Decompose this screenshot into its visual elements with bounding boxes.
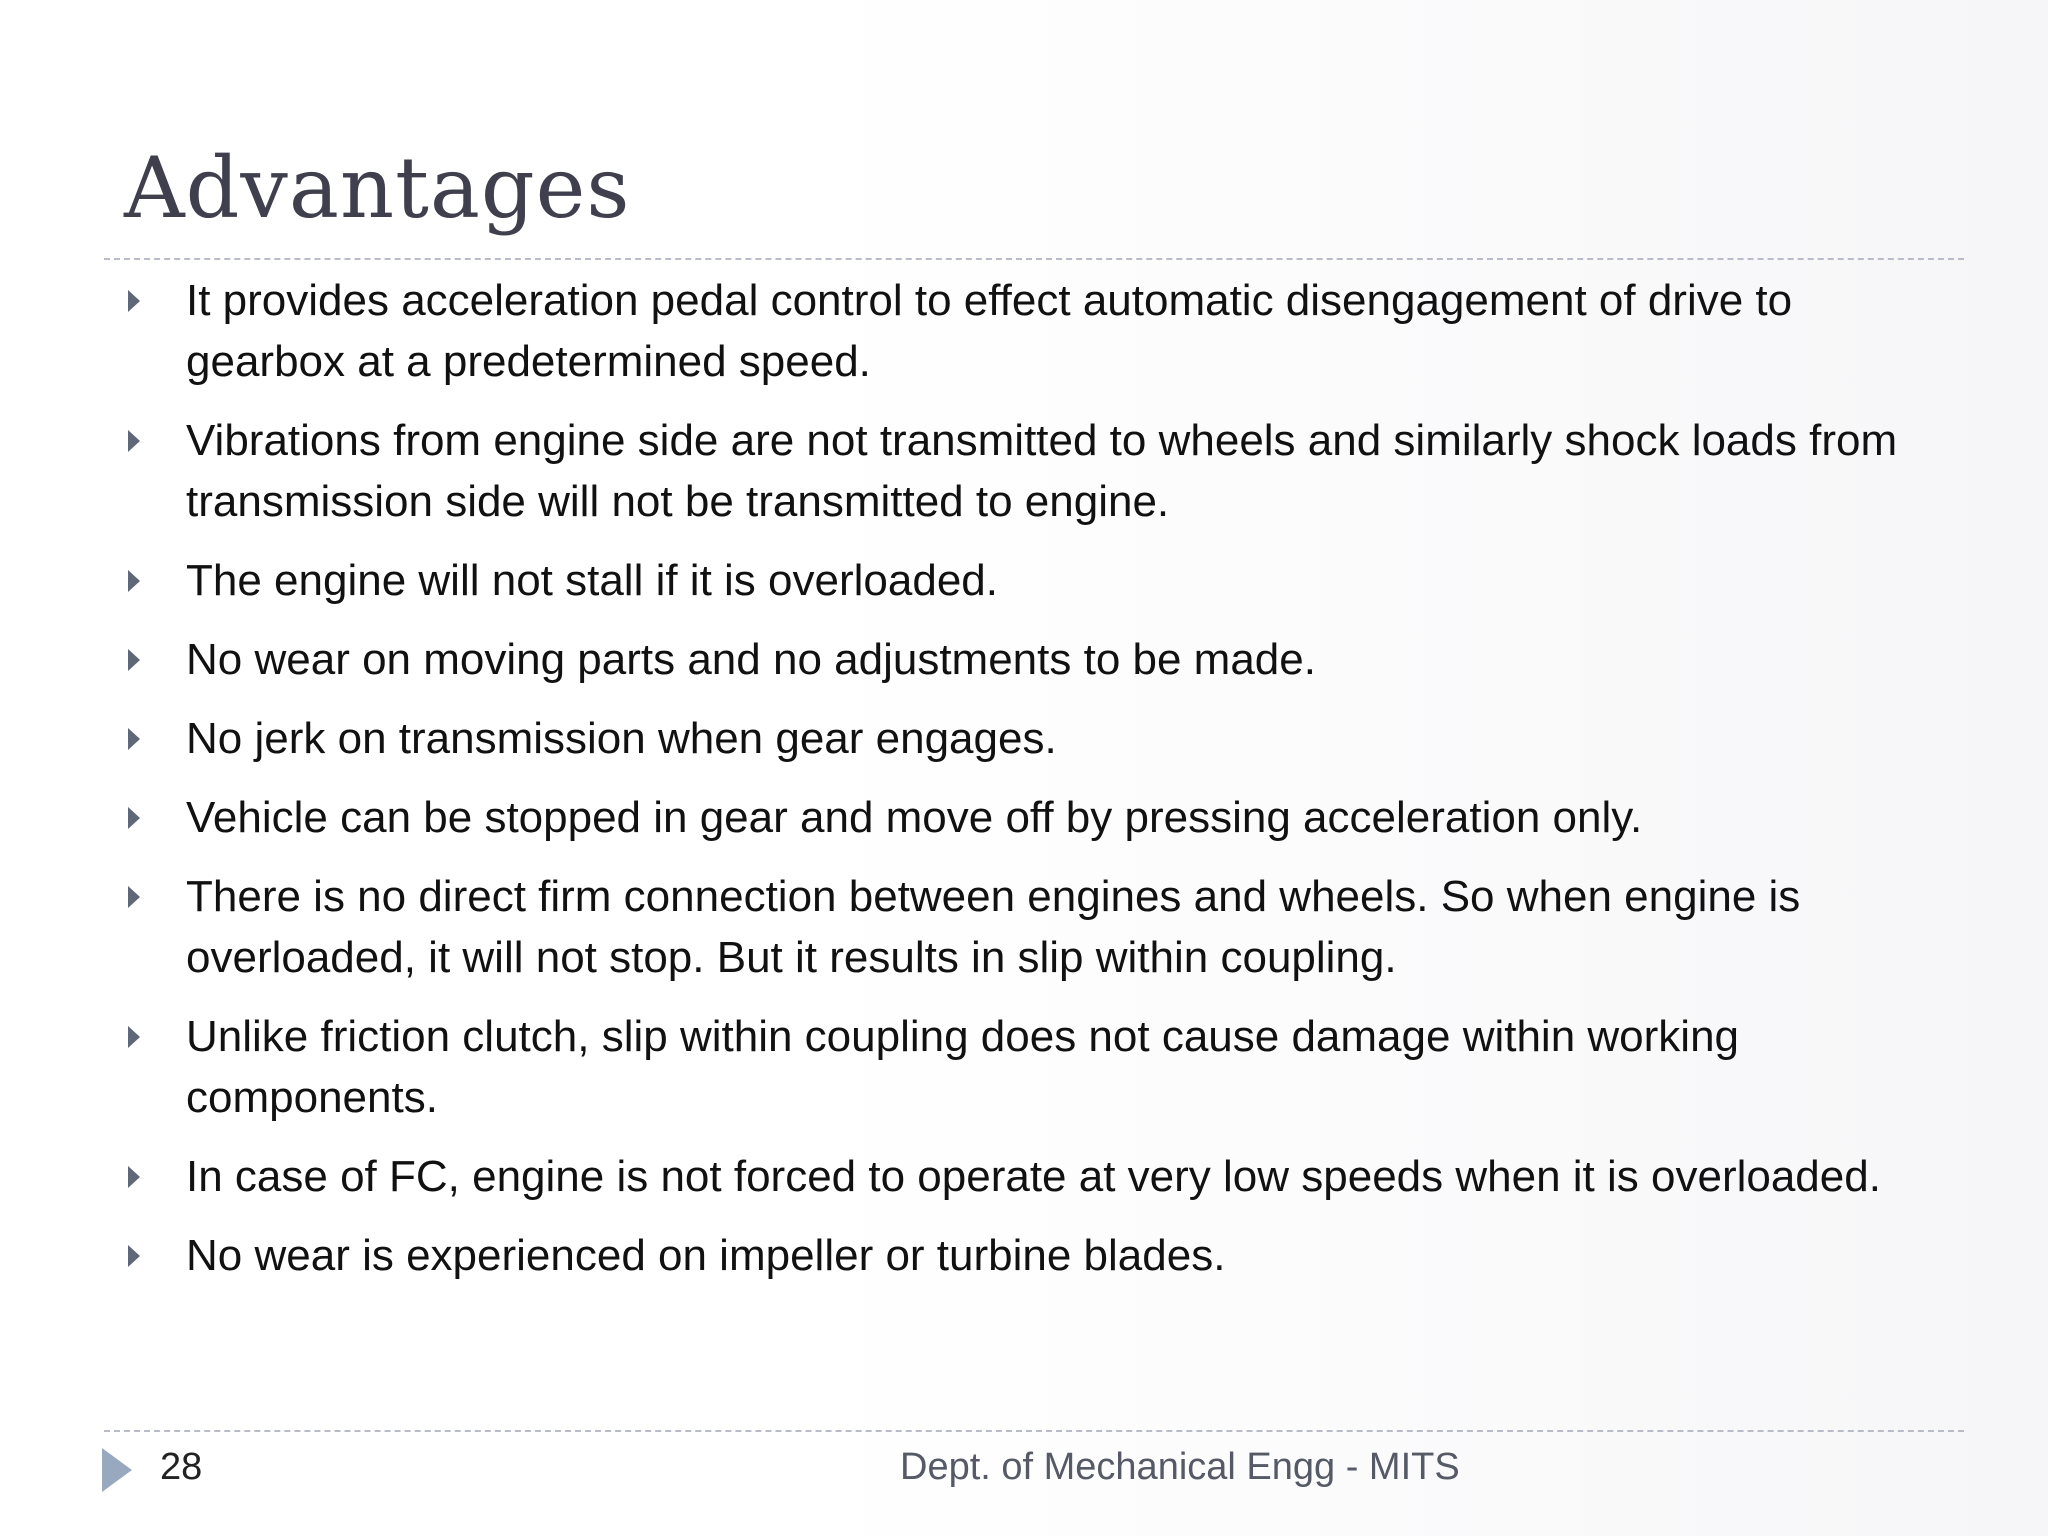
triangle-bullet-icon xyxy=(128,570,140,592)
bullet-text: The engine will not stall if it is overloaded. xyxy=(186,556,998,605)
triangle-bullet-icon xyxy=(128,1166,140,1188)
bullet-item xyxy=(120,1146,1960,1207)
bullet-text: It provides acceleration pedal control to effect automatic disengagement of drive to gearbox at a predetermined speed. xyxy=(186,276,1793,386)
triangle-bullet-icon xyxy=(128,649,140,671)
triangle-bullet-icon xyxy=(128,290,140,312)
triangle-footer-icon xyxy=(102,1448,132,1492)
triangle-bullet-icon xyxy=(128,1026,140,1048)
triangle-bullet-icon xyxy=(128,728,140,750)
bullet-item xyxy=(120,629,1960,690)
triangle-bullet-icon xyxy=(128,886,140,908)
bullet-text: There is no direct firm connection between engines and wheels. So when engine is overloaded, it will not stop. But it results in slip within coupling. xyxy=(186,872,1801,982)
bullet-text: No wear is experienced on impeller or turbine blades. xyxy=(186,1231,1226,1280)
triangle-bullet-icon xyxy=(128,430,140,452)
bullet-item xyxy=(120,787,1960,848)
bullet-item xyxy=(120,550,1960,611)
triangle-bullet-icon xyxy=(128,1245,140,1267)
bullet-text: In case of FC, engine is not forced to operate at very low speeds when it is overloaded. xyxy=(186,1152,1881,1201)
bullet-item xyxy=(120,1225,1960,1286)
footer-divider xyxy=(104,1430,1964,1432)
bullet-text: Vibrations from engine side are not transmitted to wheels and similarly shock loads from transmission side will not be transmitted to engine. xyxy=(186,416,1898,526)
bullet-item xyxy=(120,1006,1960,1128)
footer-text: Dept. of Mechanical Engg - MITS xyxy=(900,1446,1460,1488)
bullet-text: No jerk on transmission when gear engages. xyxy=(186,714,1057,763)
bullet-text: Vehicle can be stopped in gear and move off by pressing acceleration only. xyxy=(186,793,1643,842)
title-divider xyxy=(104,258,1964,260)
bullet-text: No wear on moving parts and no adjustments to be made. xyxy=(186,635,1316,684)
bullet-item xyxy=(120,866,1960,988)
bullet-item xyxy=(120,270,1960,392)
bullet-item xyxy=(120,410,1960,532)
slide-title: Advantages xyxy=(124,139,631,237)
page-number: 28 xyxy=(160,1446,203,1488)
bullet-list xyxy=(120,270,1960,1304)
triangle-bullet-icon xyxy=(128,807,140,829)
bullet-text: Unlike friction clutch, slip within coupling does not cause damage within working components. xyxy=(186,1012,1740,1122)
bullet-item xyxy=(120,708,1960,769)
